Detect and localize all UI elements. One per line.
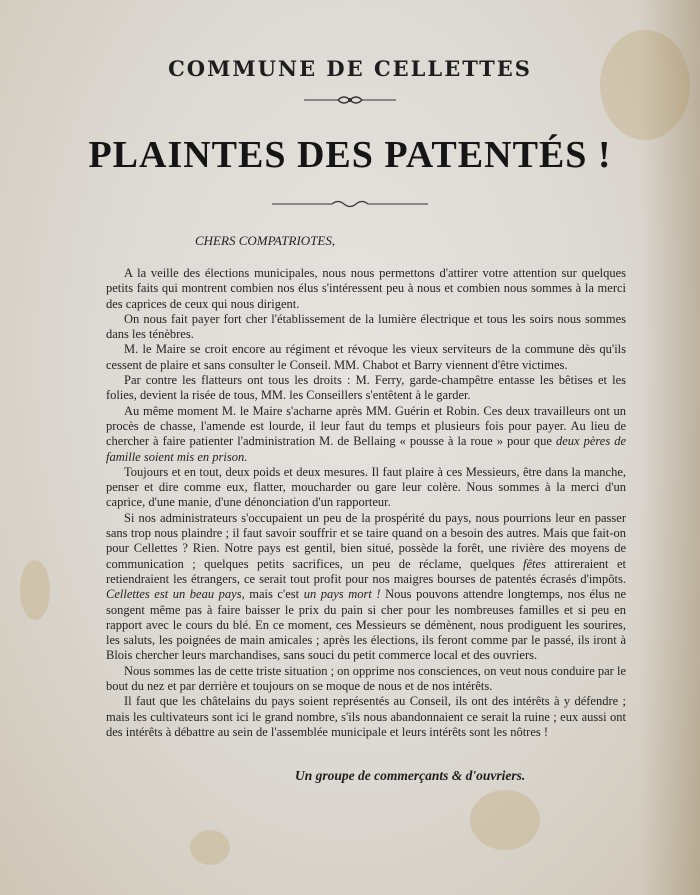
- body-paragraph: [106, 694, 626, 740]
- paragraph-text: Il faut que les châtelains du pays soient représentés au Conseil, ils ont des intérêts à y défendre ; mais les cultivateurs sont ici le grand nombre, s'ils nous abandonnaient ce serait la ruine ; eux aussi ont des intérêts à débattre au sein de l'assemblée municipale et leurs intérêts sont les nôtres !: [106, 694, 626, 739]
- paragraph-text: Nous sommes las de cette triste situation ; on opprime nos consciences, on veut nous conduire par le bout du nez et par derrière et toujours on se moque de nous et de nos intérêts.: [106, 663, 626, 694]
- paragraph-text: Toujours et en tout, deux poids et deux mesures. Il faut plaire à ces Messieurs, être dans la manche, penser et dire comme eux, flatter, moucharder ou gare leur colère. Nous sommes à la merci d'un caprice, d'une manie, d'une dénonciation d'un rapporteur.: [106, 464, 626, 510]
- divider-ornament: [0, 196, 700, 215]
- paragraph-text: A la veille des élections municipales, nous nous permettons d'attirer votre attention sur quelques petits faits qui montrent combien nos élus s'intéressent peu à nous et combien nous sommes à la merci des caprices de ceux qui nous dirigent.: [106, 266, 626, 311]
- paragraph-text: On nous fait payer fort cher l'établissement de la lumière électrique et tous les soirs nous sommes dans les ténèbres.: [106, 311, 626, 342]
- body-paragraph: [106, 465, 626, 511]
- paragraph-text: M. le Maire se croit encore au régiment et révoque les vieux serviteurs de la commune dès qu'ils cessent de plaire et sans consulter le Conseil. MM. Chabot et Barry viennent d'être victimes.: [106, 342, 626, 372]
- signature: Un groupe de commerçants & d'ouvriers.: [295, 768, 526, 783]
- paragraph-text: Nous pouvons attendre longtemps, nos élus ne songent même pas à faire baisser le prix du pain si cher pour les nombreuses familles et si peu en rapport avec le cours du blé. En ce moment, ces Messieurs se démènent, nous prodiguent les sourires, les saluts, les poignées de main amicales ; après les élections, ils feront comme par le passé, ils iront à Blois chercher leurs marchandises, sans souci du petit commerce local et des ouvriers.: [106, 587, 626, 663]
- salutation: CHERS COMPATRIOTES,: [195, 233, 336, 248]
- flourish-icon: [270, 197, 430, 211]
- body-paragraph: [106, 342, 626, 373]
- top-ornament: [0, 92, 700, 112]
- paragraph-text: attireraient et retiendraient les étrangers, ce serait tout profit pour nos maigres bourses de patentés écrasés d'impôts.: [106, 556, 626, 586]
- flourish-icon: [302, 92, 398, 108]
- body-text: [106, 266, 626, 740]
- body-paragraph: [106, 664, 626, 695]
- emphasis-text: deux pères de famille soient mis en prison.: [106, 434, 626, 464]
- body-paragraph: [106, 266, 626, 312]
- emphasis-text: fêtes: [523, 556, 546, 571]
- paragraph-text: Si nos administrateurs s'occupaient un peu de la prospérité du pays, nous pourrions leur en passer sans trop nous plaindre ; il faut savoir souffrir et se taire quand on a besoin des autres. Mais que fait-on pour Cellettes ? Rien. Notre pays est gentil, bien situé, possède la forêt, une rivière des moyens de communication ; quelques petits sacrifices, un peu de réclame, quelques: [106, 510, 626, 571]
- paragraph-text: Au même moment M. le Maire s'acharne après MM. Guérin et Robin. Ces deux travailleurs ont un procès de chasse, l'amende est lourde, il leur faut du temps et plusieurs fois pour payer. Au lieu de chercher à faire patienter l'administration M. de Bellaing « pousse à la roue » pour que: [106, 403, 626, 449]
- paper-stain: [190, 830, 230, 865]
- poster-title: PLAINTES DES PATENTÉS !: [88, 134, 612, 176]
- body-paragraph: [106, 404, 626, 465]
- commune-heading: COMMUNE DE CELLETTES: [168, 56, 532, 81]
- paper-stain: [470, 790, 540, 850]
- emphasis-text: un pays mort !: [303, 587, 381, 602]
- emphasis-text: Cellettes est un beau pays,: [106, 587, 245, 602]
- body-paragraph: [106, 312, 626, 343]
- body-paragraph: [106, 511, 626, 664]
- paper-stain: [20, 560, 50, 620]
- paragraph-text: Par contre les flatteurs ont tous les droits : M. Ferry, garde-champêtre entasse les bêtises et les folies, devient la risée de tous, MM. les Conseillers s'entêtent à le garder.: [106, 373, 626, 403]
- body-paragraph: [106, 373, 626, 404]
- paragraph-text: mais c'est: [244, 587, 304, 602]
